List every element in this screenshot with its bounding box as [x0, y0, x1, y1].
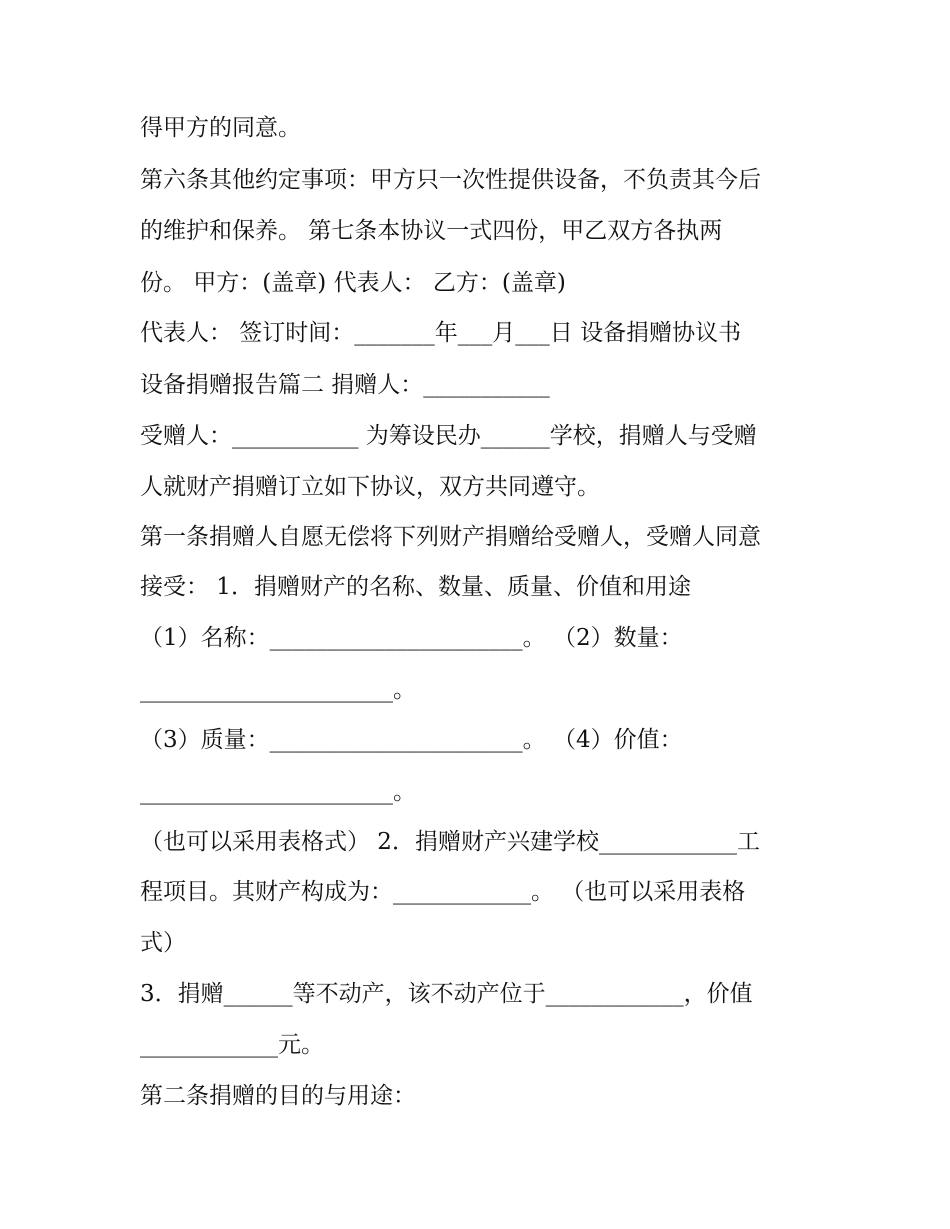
text-line: 接受： 1．捐赠财产的名称、数量、质量、价值和用途 [140, 574, 691, 600]
text-line: 程项目。其财产构成为：____________。 （也可以采用表格 [140, 879, 746, 905]
text-line: 受赠人：___________ 为筹设民办______学校，捐赠人与受赠 [140, 423, 757, 449]
text-line: 代表人： 签订时间：_______年___月___日 设备捐赠协议书 [140, 320, 742, 346]
text-line: 式） [140, 930, 186, 956]
text-line: 份。 甲方：(盖章) 代表人： 乙方：(盖章) [140, 270, 566, 296]
text-line: 第二条捐赠的目的与用途： [140, 1083, 416, 1109]
text-line: 得甲方的同意。 [140, 115, 301, 141]
text-line: 的维护和保养。 第七条本协议一式四份，甲乙双方各执两 [140, 218, 723, 244]
text-line: ______________________。 [140, 779, 416, 805]
text-line: （也可以采用表格式） 2．捐赠财产兴建学校____________工 [140, 829, 760, 855]
text-line: （3）质量：______________________。 （4）价值： [140, 727, 683, 753]
text-line: 第六条其他约定事项：甲方只一次性提供设备，不负责其今后 [140, 167, 761, 193]
text-line: 设备捐赠报告篇二 捐赠人：___________ [140, 372, 550, 398]
text-line: ____________元。 [140, 1032, 324, 1058]
text-line: （1）名称：______________________。 （2）数量： [140, 625, 683, 651]
text-line: 3．捐赠______等不动产，该不动产位于____________，价值 [140, 981, 753, 1007]
text-line: 人就财产捐赠订立如下协议，双方共同遵守。 [140, 474, 600, 500]
text-line: 第一条捐赠人自愿无偿将下列财产捐赠给受赠人，受赠人同意 [140, 524, 761, 550]
text-line: ______________________。 [140, 677, 416, 703]
